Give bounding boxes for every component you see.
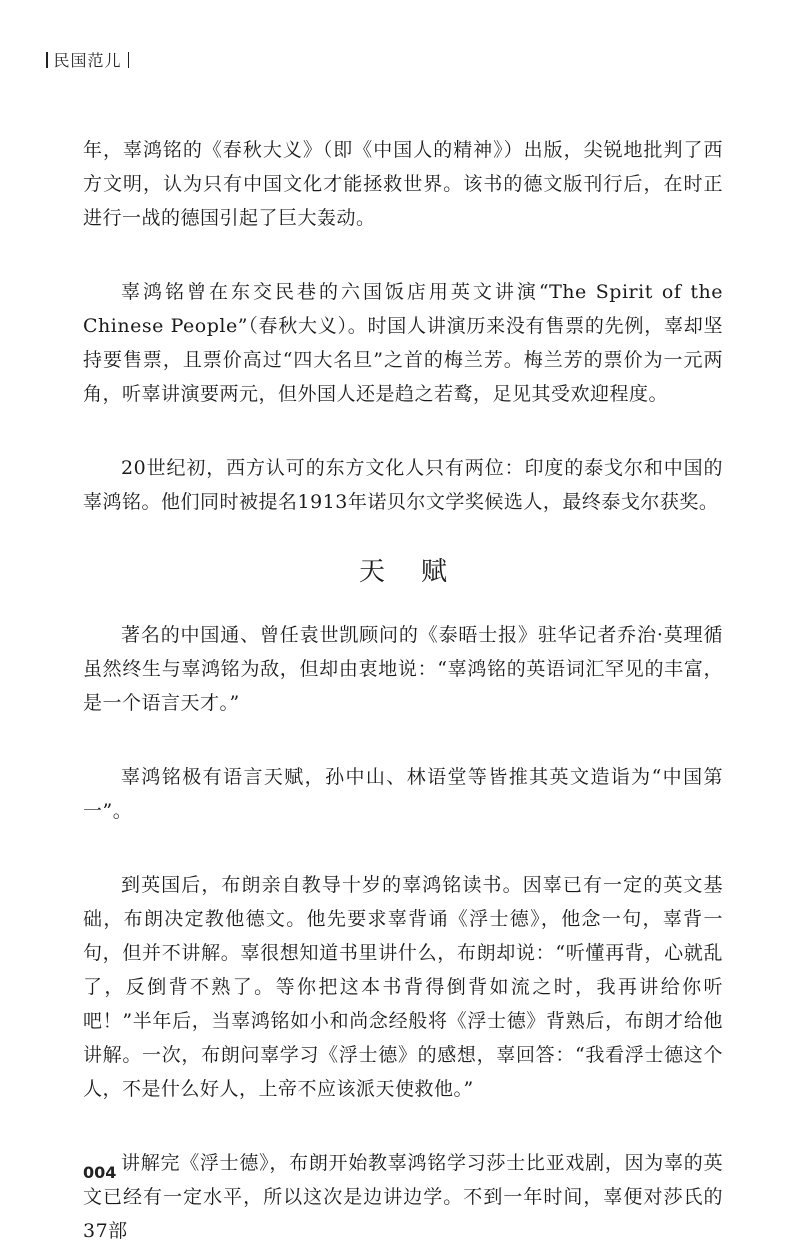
paragraph: 到英国后，布朗亲自教导十岁的辜鸿铭读书。因辜已有一定的英文基础，布朗决定教他德文。他先要求辜背诵《浮士德》，他念一句，辜背一句，但并不讲解。辜很想知道书里讲什么，布朗却说：“听懂再背，心就乱了，反倒背不熟了。等你把这本书背得倒背如流之时，我再讲给你听吧！”半年后，当辜鸿铭如小和尚念经般将《浮士德》背熟后，布朗才给他讲解。一次，布朗问辜学习《浮士德》的感想，辜回答：“我看浮士德这个人，不是什么好人，上帝不应该派天使救他。” — [83, 874, 723, 1100]
running-title: 民国范儿 — [53, 51, 122, 70]
paragraph: 20世纪初，西方认可的东方文化人只有两位：印度的泰戈尔和中国的辜鸿铭。他们同时被提名1913年诺贝尔文学奖候选人，最终泰戈尔获奖。 — [83, 457, 723, 513]
paragraph: 辜鸿铭极有语言天赋，孙中山、林语堂等皆推其英文造诣为“中国第一”。 — [83, 766, 723, 822]
paragraph: 著名的中国通、曾任袁世凯顾问的《泰晤士报》驻华记者乔治·莫理循虽然终生与辜鸿铭为敌，但却由衷地说：“辜鸿铭的英语词汇罕见的丰富，是一个语言天才。” — [83, 624, 723, 714]
header-divider-right — [128, 52, 130, 68]
page-body — [83, 133, 723, 1248]
paragraph: 讲解完《浮士德》，布朗开始教辜鸿铭学习莎士比亚戏剧，因为辜的英文已经有一定水平，所以这次是边讲边学。不到一年时间，辜便对莎氏的37部 — [83, 1152, 723, 1242]
header-divider-left — [46, 52, 48, 68]
running-header — [40, 48, 135, 71]
paragraph-continued: 年，辜鸿铭的《春秋大义》（即《中国人的精神》）出版，尖锐地批判了西方文明，认为只有中国文化才能拯救世界。该书的德文版刊行后，在时正进行一战的德国引起了巨大轰动。 — [83, 139, 723, 229]
paragraph: 辜鸿铭曾在东交民巷的六国饭店用英文讲演“The Spirit of the Chinese People”（春秋大义）。时国人讲演历来没有售票的先例，辜却坚持要售票，且票价高过“四大名旦”之首的梅兰芳。梅兰芳的票价为一元两角，听辜讲演要两元，但外国人还是趋之若鹜，足见其受欢迎程度。 — [83, 281, 723, 405]
page-number: 004 — [83, 1163, 117, 1182]
section-title: 天赋 — [358, 557, 483, 587]
